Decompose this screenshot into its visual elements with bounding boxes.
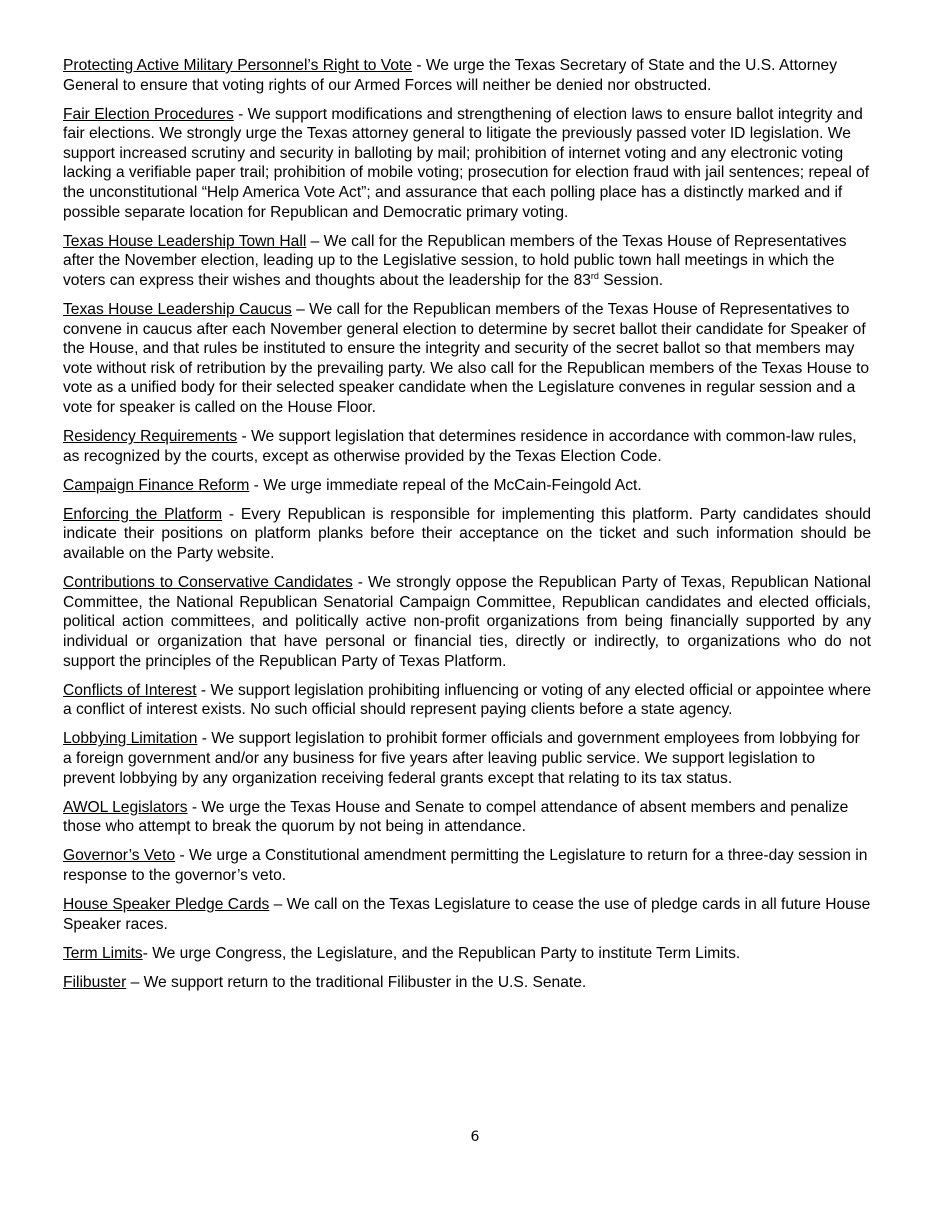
plank-town-hall — [63, 232, 871, 291]
plank-heading: Residency Requirements — [63, 428, 238, 446]
plank-body: – We support return to the traditional Filibuster in the U.S. Senate. — [126, 973, 587, 991]
ordinal-suffix: rd — [590, 270, 599, 281]
plank-military-voting — [63, 56, 871, 95]
plank-heading: Contributions to Conservative Candidates — [63, 574, 353, 592]
plank-awol-legislators — [63, 798, 871, 837]
plank-leadership-caucus — [63, 300, 871, 418]
plank-heading: Governor’s Veto — [63, 847, 176, 865]
plank-residency-requirements — [63, 427, 871, 466]
plank-heading: Campaign Finance Reform — [63, 476, 250, 494]
plank-heading: Fair Election Procedures — [63, 105, 234, 123]
plank-heading: Texas House Leadership Caucus — [63, 301, 292, 319]
plank-body: - We urge the Texas House and Senate to compel attendance of absent members and penalize those who attempt to break the quorum by not being in attendance. — [63, 798, 849, 836]
plank-contributions — [63, 573, 871, 671]
plank-heading: Enforcing the Platform — [63, 505, 223, 523]
plank-filibuster — [63, 973, 871, 993]
plank-enforcing-platform — [63, 505, 871, 564]
plank-heading: AWOL Legislators — [63, 798, 188, 816]
plank-pledge-cards — [63, 895, 871, 934]
plank-fair-election-procedures — [63, 105, 871, 223]
plank-body: - We urge Congress, the Legislature, and the Republican Party to institute Term Limits. — [142, 944, 741, 962]
document-page — [63, 56, 871, 1002]
plank-term-limits — [63, 944, 871, 964]
plank-heading: Lobbying Limitation — [63, 730, 198, 748]
plank-heading: Conflicts of Interest — [63, 681, 197, 699]
plank-heading: Protecting Active Military Personnel’s Right to Vote — [63, 57, 413, 74]
page-number: 6 — [470, 1129, 480, 1145]
plank-heading: Filibuster — [63, 973, 127, 991]
plank-body: - Every Republican is responsible for implementing this platform. Party candidates should indicate their positions on platform planks before their acceptance on the ticket and such information should be available on the Party website. — [63, 505, 871, 563]
plank-lobbying-limitation — [63, 729, 871, 788]
plank-heading: House Speaker Pledge Cards — [63, 895, 270, 913]
plank-body: - We strongly oppose the Republican Party of Texas, Republican National Committee, the National Republican Senatorial Campaign Committee, Republican candidates and elected officials, political action committees, and politically active non-profit organizations from being financially supported by any individual or organization that have personal or financial ties, directly or indirectly, to organizations who do not support the principles of the Republican Party of Texas Platform. — [63, 574, 872, 670]
plank-body: – We call for the Republican members of the Texas House of Representatives to convene in caucus after each November general election to determine by secret ballot their candidate for Speaker of the House, and that rules be instituted to ensure the integrity and security of the secret ballot so that members may vote without risk of retribution by the prevailing party. We also call for the Republican members of the Texas House to vote as a unified body for their selected speaker candidate when the Legislature convenes in regular session and a vote for speaker is called on the House Floor. — [63, 301, 870, 416]
plank-campaign-finance — [63, 476, 871, 496]
plank-body: - We support legislation to prohibit former officials and government employees from lobbying for a foreign government and/or any business for five years after leaving public service. We support legislation to prevent lobbying by any organization receiving federal grants except that relating to its tax status. — [63, 730, 860, 787]
plank-body: - We urge the Texas Secretary of State and the U.S. Attorney General to ensure that voting rights of our Armed Forces will neither be denied nor obstructed. — [63, 57, 838, 94]
plank-heading: Term Limits — [63, 944, 143, 962]
plank-body: - We urge immediate repeal of the McCain-Feingold Act. — [249, 476, 642, 494]
plank-body-continued: Session. — [598, 271, 664, 289]
plank-body: – We call for the Republican members of the Texas House of Representatives after the November election, leading up to the Legislative session, to hold public town hall meetings in which the voters can express their wishes and thoughts about the leadership for the 83 — [63, 232, 847, 289]
plank-heading: Texas House Leadership Town Hall — [63, 232, 307, 250]
plank-body: - We support legislation prohibiting influencing or voting of any elected official or appointee where a conflict of interest exists. No such official should represent paying clients before a state agency. — [63, 681, 872, 719]
plank-conflicts-of-interest — [63, 681, 871, 720]
plank-body: – We call on the Texas Legislature to cease the use of pledge cards in all future House Speaker races. — [63, 895, 871, 933]
plank-body: - We support modifications and strengthening of election laws to ensure ballot integrity and fair elections. We strongly urge the Texas attorney general to litigate the previously passed voter ID legislation. We support increased scrutiny and security in balloting by mail; prohibition of internet voting and any electronic voting lacking a verifiable paper trail; prohibition of mobile voting; prosecution for election fraud with jail sentences; repeal of the unconstitutional “Help America Vote Act”; and assurance that each polling place has a distinctly marked and if possible separate location for Republican and Democratic primary voting. — [63, 105, 870, 221]
plank-body: - We urge a Constitutional amendment permitting the Legislature to return for a three-day session in response to the governor’s veto. — [63, 847, 868, 884]
plank-governors-veto — [63, 846, 871, 885]
plank-body: - We support legislation that determines residence in accordance with common-law rules, as recognized by the courts, except as otherwise provided by the Texas Election Code. — [63, 428, 857, 465]
